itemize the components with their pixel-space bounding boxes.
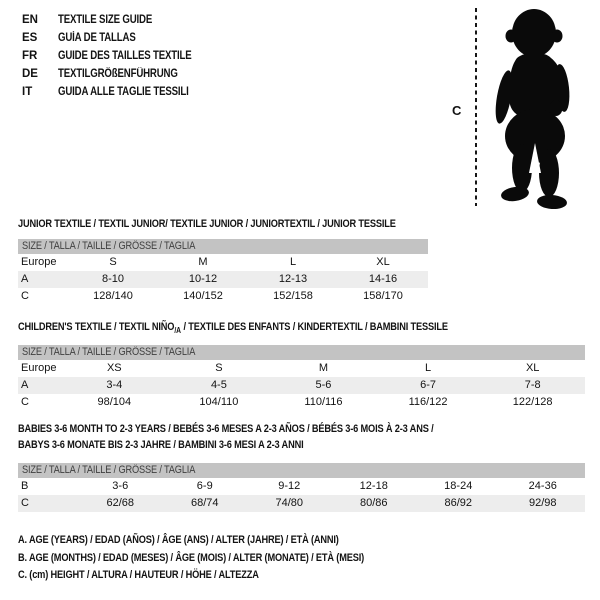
- table-row: [18, 478, 585, 495]
- language-label: GUIDA ALLE TAGLIE TESSILI: [58, 86, 189, 98]
- size-cell: 9-12: [278, 480, 301, 492]
- size-cell: 12-13: [278, 273, 308, 285]
- babies-size-table: [18, 463, 585, 512]
- language-row: [22, 47, 217, 65]
- table-row: [18, 271, 428, 288]
- size-cell: 92/98: [528, 497, 557, 509]
- row-label: C: [21, 497, 29, 509]
- note-a: A. AGE (YEARS) / EDAD (AÑOS) / ÂGE (ANS) / ALTER (JAHRE) / ETÀ (ANNI): [18, 534, 339, 546]
- size-cell: 152/158: [273, 290, 313, 302]
- note-b: B. AGE (MONTHS) / EDAD (MESES) / ÂGE (MOIS) / ALTER (MONATE) / ETÀ (MESI): [18, 551, 365, 564]
- size-cell: 86/92: [444, 497, 473, 509]
- size-cell: 7-8: [524, 379, 541, 391]
- size-cell: 140/152: [183, 290, 223, 302]
- size-cell: XL: [376, 256, 390, 268]
- size-cell: 8-10: [101, 273, 125, 285]
- size-header-bar: SIZE / TALLA / TAILLE / GRÖSSE / TAGLIA: [18, 345, 585, 360]
- size-cell: 3-4: [106, 379, 123, 391]
- language-label: GUIDE DES TAILLES TEXTILE: [58, 50, 192, 62]
- row-label: A: [21, 379, 29, 391]
- table-row: [18, 377, 585, 394]
- size-cell: 158/170: [363, 290, 403, 302]
- size-cell: 80/86: [359, 497, 388, 509]
- junior-section-title: JUNIOR TEXTILE / TEXTIL JUNIOR/ TEXTILE JUNIOR / JUNIORTEXTIL / JUNIOR TESSILE: [18, 218, 396, 230]
- size-cell: XL: [525, 362, 540, 374]
- size-cell: 68/74: [190, 497, 219, 509]
- size-cell: M: [318, 362, 329, 374]
- table-row: [18, 495, 585, 512]
- nino-a-subscript: /A: [174, 325, 182, 335]
- language-code: EN: [22, 14, 38, 26]
- size-cell: 122/128: [512, 396, 553, 408]
- size-cell: 128/140: [93, 290, 133, 302]
- row-label: B: [21, 480, 29, 492]
- children-section-title: CHILDREN'S TEXTILE / TEXTIL $NIÑO_{/A}$ / TEXTILE DES ENFANTS / KINDERTEXTIL / BAMBINI TESSILE: [18, 321, 448, 335]
- language-row: [22, 65, 217, 83]
- table-row: [18, 360, 585, 377]
- language-row: [22, 11, 217, 29]
- language-row: [22, 29, 217, 47]
- measure-label-c: C: [452, 103, 462, 118]
- size-cell: 18-24: [444, 480, 473, 492]
- row-label: Europe: [21, 362, 57, 374]
- babies-section-title: BABIES 3-6 MONTH TO 2-3 YEARS / BEBÉS 3-6 MESES A 2-3 AÑOS / BÉBÉS 3-6 MOIS À 2-3 ANS / BABYS 3-6 MONATE BIS 2-3 JAHRE / BAMBINI 3-6 MESI A 2-3 ANNI: [18, 423, 434, 451]
- legend-notes: [18, 532, 430, 585]
- baby-silhouette: [487, 5, 577, 211]
- size-cell: M: [198, 256, 208, 268]
- language-code: DE: [22, 68, 38, 80]
- size-header-bar: SIZE / TALLA / TAILLE / GRÖSSE / TAGLIA: [18, 463, 585, 478]
- language-code: IT: [22, 86, 33, 98]
- language-code: FR: [22, 50, 38, 62]
- size-cell: 14-16: [368, 273, 398, 285]
- size-cell: S: [215, 362, 223, 374]
- size-cell: 12-18: [359, 480, 388, 492]
- size-cell: 116/122: [408, 396, 448, 408]
- size-cell: 6-9: [196, 480, 213, 492]
- language-label: TEXTILGRÖßENFÜHRUNG: [58, 68, 178, 80]
- size-cell: 4-5: [210, 379, 227, 391]
- language-code: ES: [22, 32, 38, 44]
- junior-size-table: [18, 239, 428, 305]
- note-c: C. (cm) HEIGHT / ALTURA / HAUTEUR / HÖHE / ALTEZZA: [18, 569, 259, 582]
- language-title-list: [22, 11, 217, 101]
- children-size-table: [18, 345, 585, 411]
- size-cell: 6-7: [420, 379, 437, 391]
- table-row: [18, 394, 585, 411]
- size-cell: XS: [106, 362, 122, 374]
- table-row: [18, 254, 428, 271]
- size-cell: 10-12: [188, 273, 218, 285]
- size-cell: 3-6: [112, 480, 129, 492]
- size-cell: 110/116: [304, 396, 343, 408]
- size-cell: L: [289, 256, 297, 268]
- size-cell: L: [425, 362, 432, 374]
- size-cell: 74/80: [275, 497, 304, 509]
- table-row: [18, 288, 428, 305]
- language-label: GUÍA DE TALLAS: [58, 32, 136, 44]
- size-header-bar: SIZE / TALLA / TAILLE / GRÖSSE / TAGLIA: [18, 239, 428, 254]
- row-label: A: [21, 273, 29, 285]
- size-cell: 5-6: [315, 379, 332, 391]
- height-measure-dashed-line: [475, 8, 477, 206]
- size-cell: S: [109, 256, 117, 268]
- size-cell: 104/110: [199, 396, 239, 408]
- language-row: [22, 83, 217, 101]
- size-cell: 62/68: [106, 497, 135, 509]
- size-cell: 98/104: [97, 396, 132, 408]
- size-cell: 24-36: [528, 480, 557, 492]
- language-label: TEXTILE SIZE GUIDE: [58, 14, 153, 26]
- row-label: Europe: [21, 256, 57, 268]
- row-label: C: [21, 396, 29, 408]
- row-label: C: [21, 290, 29, 302]
